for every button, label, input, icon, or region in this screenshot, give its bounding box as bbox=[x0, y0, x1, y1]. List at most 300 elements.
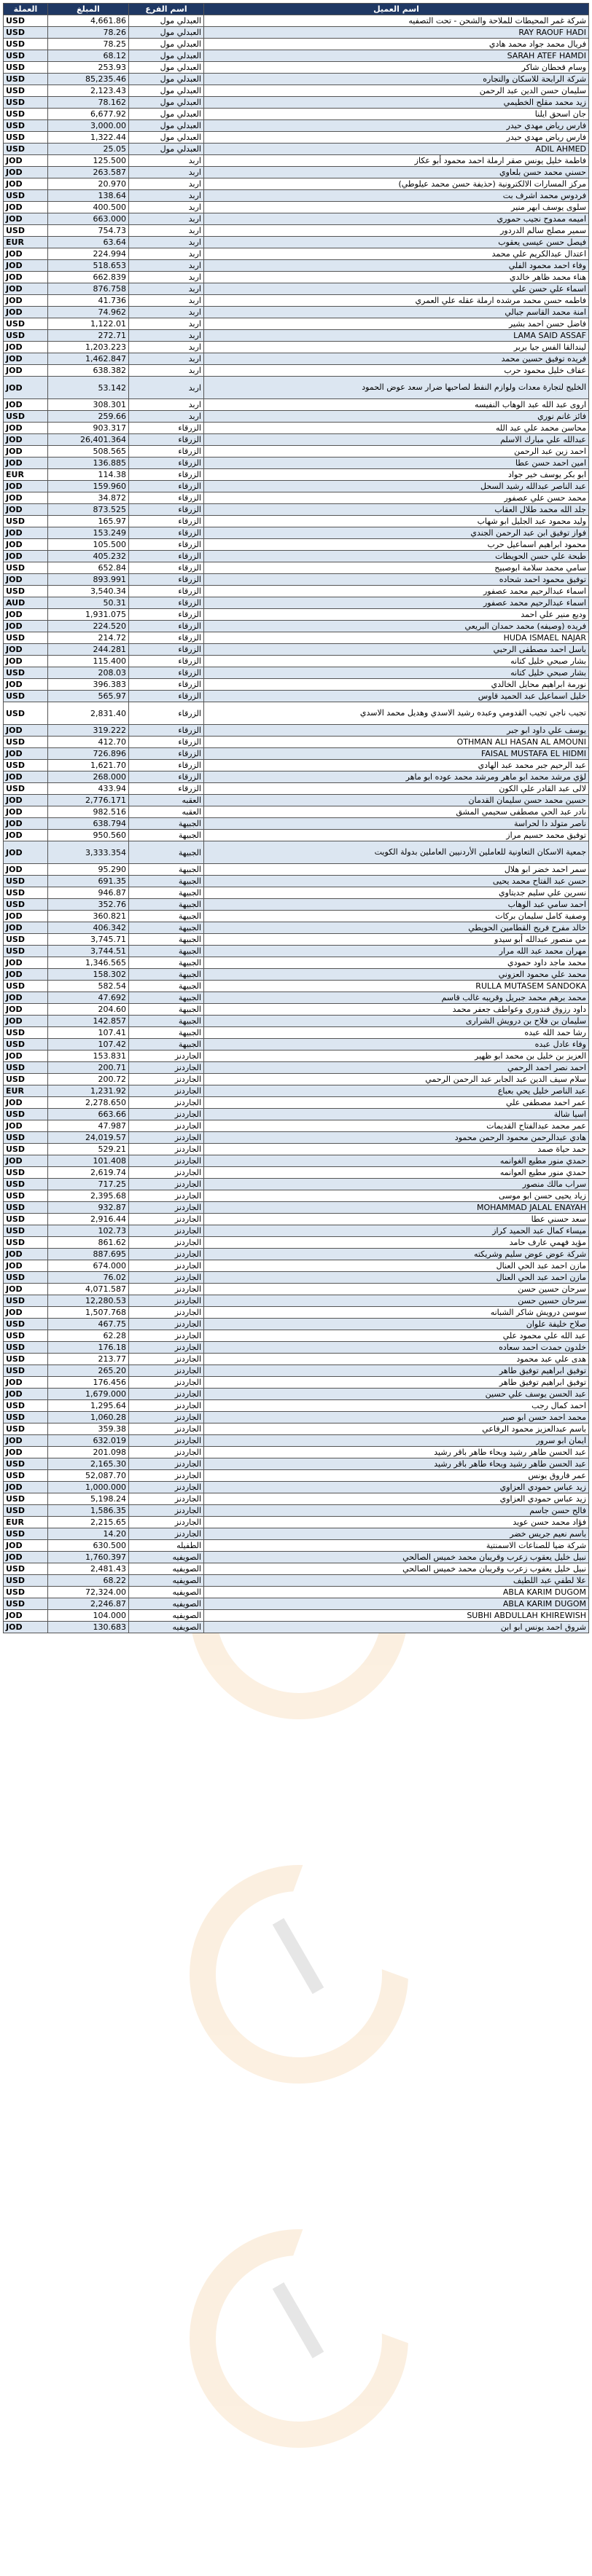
cell-branch: العقبه bbox=[129, 795, 204, 806]
cell-currency: USD bbox=[4, 946, 48, 957]
cell-branch: الجاردنز bbox=[129, 1389, 204, 1400]
cell-amount: 674.000 bbox=[48, 1260, 129, 1272]
table-row bbox=[4, 423, 589, 434]
cell-amount: 153.831 bbox=[48, 1051, 129, 1062]
table-row bbox=[4, 841, 589, 864]
table-row bbox=[4, 864, 589, 876]
cell-customer-name: سرحان حسين حسن bbox=[204, 1295, 589, 1307]
table-row bbox=[4, 132, 589, 144]
table-row bbox=[4, 1260, 589, 1272]
cell-branch: الجاردنز bbox=[129, 1190, 204, 1202]
cell-currency: JOD bbox=[4, 1155, 48, 1167]
table-row bbox=[4, 1482, 589, 1493]
cell-branch: اربد bbox=[129, 283, 204, 295]
cell-currency: USD bbox=[4, 109, 48, 120]
cell-currency: USD bbox=[4, 1330, 48, 1342]
cell-customer-name: عبد الحسن طاهر رشيد وبحاء طاهر باقر رشيد bbox=[204, 1447, 589, 1458]
table-row bbox=[4, 922, 589, 934]
table-row bbox=[4, 27, 589, 39]
cell-branch: الجاردنز bbox=[129, 1167, 204, 1179]
cell-branch: اربد bbox=[129, 155, 204, 167]
cell-customer-name: ليندالقا الفس جيا بربر bbox=[204, 342, 589, 353]
cell-branch: الزرقاء bbox=[129, 656, 204, 667]
cell-currency: AUD bbox=[4, 597, 48, 609]
table-body bbox=[4, 15, 589, 1633]
table-row bbox=[4, 574, 589, 586]
cell-currency: JOD bbox=[4, 272, 48, 283]
cell-customer-name: اسماء عبدالرحيم محمد عصفور bbox=[204, 597, 589, 609]
cell-branch: الجبيهة bbox=[129, 981, 204, 992]
cell-branch: الزرقاء bbox=[129, 539, 204, 551]
table-header-row bbox=[4, 4, 589, 15]
cell-currency: JOD bbox=[4, 1435, 48, 1447]
cell-customer-name: توفيق محمود احمد شحاده bbox=[204, 574, 589, 586]
cell-currency: JOD bbox=[4, 527, 48, 539]
cell-currency: USD bbox=[4, 1039, 48, 1051]
cell-amount: 204.60 bbox=[48, 1004, 129, 1016]
cell-amount: 200.72 bbox=[48, 1074, 129, 1085]
cell-currency: JOD bbox=[4, 864, 48, 876]
cell-amount: 34.872 bbox=[48, 492, 129, 504]
cell-branch: اربد bbox=[129, 190, 204, 202]
table-row bbox=[4, 1214, 589, 1225]
cell-branch: الجاردنز bbox=[129, 1365, 204, 1377]
cell-currency: USD bbox=[4, 667, 48, 679]
table-row bbox=[4, 539, 589, 551]
cell-currency: JOD bbox=[4, 167, 48, 178]
table-row bbox=[4, 957, 589, 969]
cell-currency: JOD bbox=[4, 1004, 48, 1016]
cell-branch: اربد bbox=[129, 202, 204, 213]
table-row bbox=[4, 1342, 589, 1354]
cell-branch: اربد bbox=[129, 399, 204, 411]
cell-customer-name: فؤاد محمد حسن عويد bbox=[204, 1517, 589, 1528]
cell-amount: 159.960 bbox=[48, 481, 129, 492]
cell-amount: 1,679.000 bbox=[48, 1389, 129, 1400]
cell-currency: JOD bbox=[4, 492, 48, 504]
cell-customer-name: نسرين علي سليم جديتاوي bbox=[204, 887, 589, 899]
cell-currency: JOD bbox=[4, 806, 48, 818]
cell-currency: USD bbox=[4, 85, 48, 97]
cell-branch: اربد bbox=[129, 295, 204, 307]
cell-currency: JOD bbox=[4, 957, 48, 969]
table-row bbox=[4, 1435, 589, 1447]
table-row bbox=[4, 597, 589, 609]
table-row bbox=[4, 1412, 589, 1424]
cell-amount: 138.64 bbox=[48, 190, 129, 202]
cell-branch: الزرقاء bbox=[129, 702, 204, 725]
table-row bbox=[4, 1552, 589, 1563]
cell-amount: 4,661.86 bbox=[48, 15, 129, 27]
table-row bbox=[4, 458, 589, 469]
cell-branch: الجاردنز bbox=[129, 1470, 204, 1482]
cell-customer-name: توفيق ابراهيم توفيق طاهر bbox=[204, 1377, 589, 1389]
cell-branch: العبدلي مول bbox=[129, 85, 204, 97]
cell-customer-name: فارس رياض مهدي حيدر bbox=[204, 132, 589, 144]
cell-branch: العبدلي مول bbox=[129, 15, 204, 27]
table-row bbox=[4, 1587, 589, 1598]
cell-amount: 105.500 bbox=[48, 539, 129, 551]
table-row bbox=[4, 1493, 589, 1505]
cell-customer-name: خليل اسماعيل عبد الحميد قاوس bbox=[204, 691, 589, 702]
cell-customer-name: احمد كمال رجب bbox=[204, 1400, 589, 1412]
cell-currency: JOD bbox=[4, 248, 48, 260]
cell-customer-name: لالى عبد القادر علي الكون bbox=[204, 783, 589, 795]
table-row bbox=[4, 434, 589, 446]
cell-branch: الجاردنز bbox=[129, 1342, 204, 1354]
cell-customer-name: اسيا شالة bbox=[204, 1109, 589, 1120]
cell-currency: EUR bbox=[4, 469, 48, 481]
cell-customer-name: هدى علي عبد محمود bbox=[204, 1354, 589, 1365]
cell-customer-name: فالح حسن جاسم bbox=[204, 1505, 589, 1517]
table-row bbox=[4, 818, 589, 830]
cell-amount: 259.66 bbox=[48, 411, 129, 423]
cell-branch: الجاردنز bbox=[129, 1424, 204, 1435]
cell-currency: USD bbox=[4, 1074, 48, 1085]
cell-branch: الجبيهة bbox=[129, 957, 204, 969]
cell-currency: USD bbox=[4, 1424, 48, 1435]
cell-branch: الطفيله bbox=[129, 1540, 204, 1552]
cell-amount: 176.456 bbox=[48, 1377, 129, 1389]
cell-customer-name: باسم عبدالعزيز محمود الرفاعي bbox=[204, 1424, 589, 1435]
table-row bbox=[4, 527, 589, 539]
cell-amount: 268.000 bbox=[48, 771, 129, 783]
cell-branch: الجاردنز bbox=[129, 1109, 204, 1120]
table-row bbox=[4, 1144, 589, 1155]
cell-amount: 1,621.70 bbox=[48, 760, 129, 771]
cell-currency: JOD bbox=[4, 353, 48, 365]
table-row bbox=[4, 1622, 589, 1633]
cell-amount: 508.565 bbox=[48, 446, 129, 458]
cell-amount: 754.73 bbox=[48, 225, 129, 237]
cell-currency: USD bbox=[4, 1575, 48, 1587]
cell-branch: الزرقاء bbox=[129, 504, 204, 516]
cell-branch: الصويفيه bbox=[129, 1552, 204, 1563]
cell-amount: 352.76 bbox=[48, 899, 129, 911]
cell-currency: USD bbox=[4, 783, 48, 795]
table-row bbox=[4, 1307, 589, 1319]
cell-branch: الجبيهة bbox=[129, 830, 204, 841]
cell-branch: الجاردنز bbox=[129, 1225, 204, 1237]
table-row bbox=[4, 771, 589, 783]
cell-customer-name: توفيق ابراهيم توفيق طاهر bbox=[204, 1365, 589, 1377]
cell-amount: 308.301 bbox=[48, 399, 129, 411]
cell-amount: 130.683 bbox=[48, 1622, 129, 1633]
cell-currency: USD bbox=[4, 632, 48, 644]
cell-branch: الزرقاء bbox=[129, 737, 204, 748]
cell-amount: 950.560 bbox=[48, 830, 129, 841]
cell-branch: الجاردنز bbox=[129, 1307, 204, 1319]
table-row bbox=[4, 656, 589, 667]
cell-amount: 663.66 bbox=[48, 1109, 129, 1120]
cell-customer-name: فاضل حسن احمد بشير bbox=[204, 318, 589, 330]
table-row bbox=[4, 1598, 589, 1610]
cell-branch: الزرقاء bbox=[129, 516, 204, 527]
cell-branch: الزرقاء bbox=[129, 632, 204, 644]
cell-currency: JOD bbox=[4, 992, 48, 1004]
cell-currency: USD bbox=[4, 702, 48, 725]
cell-amount: 6,677.92 bbox=[48, 109, 129, 120]
cell-currency: EUR bbox=[4, 1085, 48, 1097]
cell-currency: USD bbox=[4, 318, 48, 330]
cell-branch: الزرقاء bbox=[129, 481, 204, 492]
cell-currency: USD bbox=[4, 737, 48, 748]
cell-amount: 1,322.44 bbox=[48, 132, 129, 144]
cell-currency: USD bbox=[4, 1412, 48, 1424]
cell-amount: 244.281 bbox=[48, 644, 129, 656]
cell-amount: 78.25 bbox=[48, 39, 129, 50]
table-row bbox=[4, 446, 589, 458]
cell-customer-name: صلاح خليفة علوان bbox=[204, 1319, 589, 1330]
cell-amount: 153.249 bbox=[48, 527, 129, 539]
cell-customer-name: ABLA KARIM DUGOM bbox=[204, 1587, 589, 1598]
cell-branch: اربد bbox=[129, 411, 204, 423]
cell-branch: الجاردنز bbox=[129, 1412, 204, 1424]
table-row bbox=[4, 260, 589, 272]
cell-customer-name: محمد علي محمود العزوني bbox=[204, 969, 589, 981]
cell-amount: 887.695 bbox=[48, 1249, 129, 1260]
cell-customer-name: خلدون حمدت احمد سعاده bbox=[204, 1342, 589, 1354]
table-row bbox=[4, 1528, 589, 1540]
cell-branch: الزرقاء bbox=[129, 609, 204, 621]
cell-branch: الجاردنز bbox=[129, 1097, 204, 1109]
cell-branch: الجاردنز bbox=[129, 1260, 204, 1272]
cell-customer-name: نورمة ابراهيم محايل الخالدي bbox=[204, 679, 589, 691]
cell-customer-name: سامي محمد سلامة ابوصبيح bbox=[204, 562, 589, 574]
cell-customer-name: مهران محمد عبد الله مرار bbox=[204, 946, 589, 957]
cell-currency: JOD bbox=[4, 574, 48, 586]
cell-branch: الجاردنز bbox=[129, 1435, 204, 1447]
cell-branch: العبدلي مول bbox=[129, 39, 204, 50]
cell-currency: JOD bbox=[4, 609, 48, 621]
cell-branch: الصويفيه bbox=[129, 1598, 204, 1610]
cell-branch: الجاردنز bbox=[129, 1377, 204, 1389]
cell-currency: USD bbox=[4, 934, 48, 946]
cell-currency: JOD bbox=[4, 342, 48, 353]
cell-amount: 1,000.000 bbox=[48, 1482, 129, 1493]
cell-currency: JOD bbox=[4, 830, 48, 841]
table-row bbox=[4, 795, 589, 806]
cell-branch: الجاردنز bbox=[129, 1272, 204, 1284]
cell-currency: USD bbox=[4, 74, 48, 85]
cell-customer-name: عبد الحسن طاهر رشيد وبحاء طاهر باقر رشيد bbox=[204, 1458, 589, 1470]
table-row bbox=[4, 295, 589, 307]
cell-currency: JOD bbox=[4, 260, 48, 272]
cell-customer-name: ابو بكر يوسف خير جواد bbox=[204, 469, 589, 481]
cell-branch: الجاردنز bbox=[129, 1132, 204, 1144]
table-row bbox=[4, 469, 589, 481]
table-row bbox=[4, 899, 589, 911]
table-row bbox=[4, 667, 589, 679]
table-row bbox=[4, 911, 589, 922]
cell-customer-name: فريال محمد جواد محمد هادي bbox=[204, 39, 589, 50]
cell-amount: 208.03 bbox=[48, 667, 129, 679]
cell-branch: الزرقاء bbox=[129, 783, 204, 795]
cell-currency: USD bbox=[4, 899, 48, 911]
cell-branch: الصويفيه bbox=[129, 1575, 204, 1587]
cell-branch: اربد bbox=[129, 260, 204, 272]
table-row bbox=[4, 1365, 589, 1377]
cell-customer-name: زيد عباس حمودي العزاوي bbox=[204, 1493, 589, 1505]
cell-amount: 3,000.00 bbox=[48, 120, 129, 132]
cell-amount: 876.758 bbox=[48, 283, 129, 295]
cell-amount: 319.222 bbox=[48, 725, 129, 737]
table-row bbox=[4, 1424, 589, 1435]
cell-branch: العبدلي مول bbox=[129, 144, 204, 155]
table-row bbox=[4, 1575, 589, 1587]
table-row bbox=[4, 1027, 589, 1039]
cell-amount: 1,346.565 bbox=[48, 957, 129, 969]
cell-branch: اربد bbox=[129, 167, 204, 178]
cell-amount: 53.142 bbox=[48, 377, 129, 399]
cell-currency: JOD bbox=[4, 1051, 48, 1062]
table-row bbox=[4, 691, 589, 702]
cell-branch: الجاردنز bbox=[129, 1482, 204, 1493]
cell-currency: JOD bbox=[4, 1097, 48, 1109]
cell-currency: JOD bbox=[4, 1016, 48, 1027]
cell-currency: USD bbox=[4, 50, 48, 62]
table-row bbox=[4, 981, 589, 992]
cell-currency: USD bbox=[4, 39, 48, 50]
cell-branch: الجبيهة bbox=[129, 841, 204, 864]
table-row bbox=[4, 225, 589, 237]
cell-customer-name: فردوس محمد اشرف بت bbox=[204, 190, 589, 202]
cell-customer-name: عبد الحسن يوسف علي حسين bbox=[204, 1389, 589, 1400]
table-row bbox=[4, 1202, 589, 1214]
cell-customer-name: باسل احمد مصطفى الرحبي bbox=[204, 644, 589, 656]
cell-customer-name: اعتدال عبدالكريم علي محمد bbox=[204, 248, 589, 260]
cell-amount: 102.73 bbox=[48, 1225, 129, 1237]
cell-currency: USD bbox=[4, 1470, 48, 1482]
cell-customer-name: سمير مصلح سالم الدردور bbox=[204, 225, 589, 237]
cell-currency: JOD bbox=[4, 1260, 48, 1272]
cell-amount: 101.408 bbox=[48, 1155, 129, 1167]
table-row bbox=[4, 992, 589, 1004]
cell-customer-name: RAY RAOUF HADI bbox=[204, 27, 589, 39]
cell-amount: 1,060.28 bbox=[48, 1412, 129, 1424]
cell-currency: USD bbox=[4, 1144, 48, 1155]
cell-currency: JOD bbox=[4, 423, 48, 434]
cell-currency: USD bbox=[4, 1027, 48, 1039]
cell-currency: JOD bbox=[4, 1284, 48, 1295]
cell-amount: 2,395.68 bbox=[48, 1190, 129, 1202]
cell-branch: الزرقاء bbox=[129, 760, 204, 771]
cell-branch: الجاردنز bbox=[129, 1528, 204, 1540]
cell-currency: USD bbox=[4, 1272, 48, 1284]
cell-branch: الجاردنز bbox=[129, 1202, 204, 1214]
cell-customer-name: حمدي منور مطيع العوانمه bbox=[204, 1167, 589, 1179]
cell-currency: JOD bbox=[4, 621, 48, 632]
cell-branch: اربد bbox=[129, 248, 204, 260]
cell-currency: USD bbox=[4, 1295, 48, 1307]
table-row bbox=[4, 1120, 589, 1132]
cell-customer-name: فريده (وصيفه) محمد حمدان البريعي bbox=[204, 621, 589, 632]
cell-customer-name: اسماء علي حسن علي bbox=[204, 283, 589, 295]
table-row bbox=[4, 178, 589, 190]
cell-branch: الجبيهة bbox=[129, 887, 204, 899]
cell-customer-name: عبد الناصر عبدالله رشيد السحل bbox=[204, 481, 589, 492]
table-row bbox=[4, 1167, 589, 1179]
cell-currency: USD bbox=[4, 516, 48, 527]
cell-amount: 4,071.587 bbox=[48, 1284, 129, 1295]
cell-customer-name: عمر احمد مصطفى علي bbox=[204, 1097, 589, 1109]
cell-currency: JOD bbox=[4, 213, 48, 225]
cell-branch: الزرقاء bbox=[129, 446, 204, 458]
table-row bbox=[4, 283, 589, 295]
cell-branch: الزرقاء bbox=[129, 748, 204, 760]
cell-currency: JOD bbox=[4, 481, 48, 492]
cell-amount: 95.290 bbox=[48, 864, 129, 876]
cell-currency: USD bbox=[4, 1237, 48, 1249]
cell-amount: 982.516 bbox=[48, 806, 129, 818]
cell-currency: JOD bbox=[4, 969, 48, 981]
cell-customer-name: الخليج لتجارة معدات ولوازم النفط لصاحبها ضرار سعد عوض الحمود bbox=[204, 377, 589, 399]
cell-amount: 396.383 bbox=[48, 679, 129, 691]
cell-customer-name: عمر محمد عبدالفتاح القديمات bbox=[204, 1120, 589, 1132]
cell-amount: 2,776.171 bbox=[48, 795, 129, 806]
cell-currency: JOD bbox=[4, 1307, 48, 1319]
cell-amount: 3,540.34 bbox=[48, 586, 129, 597]
table-row bbox=[4, 1085, 589, 1097]
cell-amount: 433.94 bbox=[48, 783, 129, 795]
cell-branch: الزرقاء bbox=[129, 574, 204, 586]
cell-amount: 74.962 bbox=[48, 307, 129, 318]
cell-customer-name: مازن احمد عبد الحي العنال bbox=[204, 1260, 589, 1272]
table-row bbox=[4, 342, 589, 353]
table-row bbox=[4, 946, 589, 957]
table-row bbox=[4, 202, 589, 213]
cell-branch: الزرقاء bbox=[129, 679, 204, 691]
cell-customer-name: العزيز بن خليل بن محمد ابو ظهير bbox=[204, 1051, 589, 1062]
table-row bbox=[4, 609, 589, 621]
cell-branch: الجبيهة bbox=[129, 934, 204, 946]
table-row bbox=[4, 725, 589, 737]
cell-amount: 717.25 bbox=[48, 1179, 129, 1190]
cell-branch: الجبيهة bbox=[129, 864, 204, 876]
cell-customer-name: جلد الله محمد طلال العقاب bbox=[204, 504, 589, 516]
table-row bbox=[4, 1074, 589, 1085]
cell-currency: JOD bbox=[4, 295, 48, 307]
table-row bbox=[4, 1319, 589, 1330]
cell-customer-name: احمد نصر احمد الرحمي bbox=[204, 1062, 589, 1074]
cell-amount: 565.97 bbox=[48, 691, 129, 702]
table-row bbox=[4, 783, 589, 795]
cell-customer-name: وليد محمود عبد الجليل ابو شهاب bbox=[204, 516, 589, 527]
cell-currency: JOD bbox=[4, 446, 48, 458]
cell-amount: 104.000 bbox=[48, 1610, 129, 1622]
cell-customer-name: هادي عبدالرحمن محمود الرحمن محمود bbox=[204, 1132, 589, 1144]
cell-branch: الجبيهة bbox=[129, 1004, 204, 1016]
cell-currency: USD bbox=[4, 1458, 48, 1470]
cell-customer-name: زياد يحيى حسن ابو موسى bbox=[204, 1190, 589, 1202]
cell-branch: اربد bbox=[129, 225, 204, 237]
cell-customer-name: زيد محمد مقلح الخطيمي bbox=[204, 97, 589, 109]
cell-customer-name: رشا حمد الله عبده bbox=[204, 1027, 589, 1039]
cell-currency: USD bbox=[4, 1400, 48, 1412]
cell-customer-name: احمد زين عبد الرحمن bbox=[204, 446, 589, 458]
cell-amount: 3,745.71 bbox=[48, 934, 129, 946]
cell-amount: 2,165.30 bbox=[48, 1458, 129, 1470]
cell-amount: 50.31 bbox=[48, 597, 129, 609]
cell-customer-name: خالد مفرح فريح القطامين الحويطي bbox=[204, 922, 589, 934]
cell-amount: 78.26 bbox=[48, 27, 129, 39]
cell-customer-name: فائز غانم نوري bbox=[204, 411, 589, 423]
table-row bbox=[4, 1237, 589, 1249]
cell-customer-name: زيد عباس حمودي العزاوي bbox=[204, 1482, 589, 1493]
cell-currency: JOD bbox=[4, 1610, 48, 1622]
table-row bbox=[4, 1295, 589, 1307]
cell-currency: USD bbox=[4, 1167, 48, 1179]
